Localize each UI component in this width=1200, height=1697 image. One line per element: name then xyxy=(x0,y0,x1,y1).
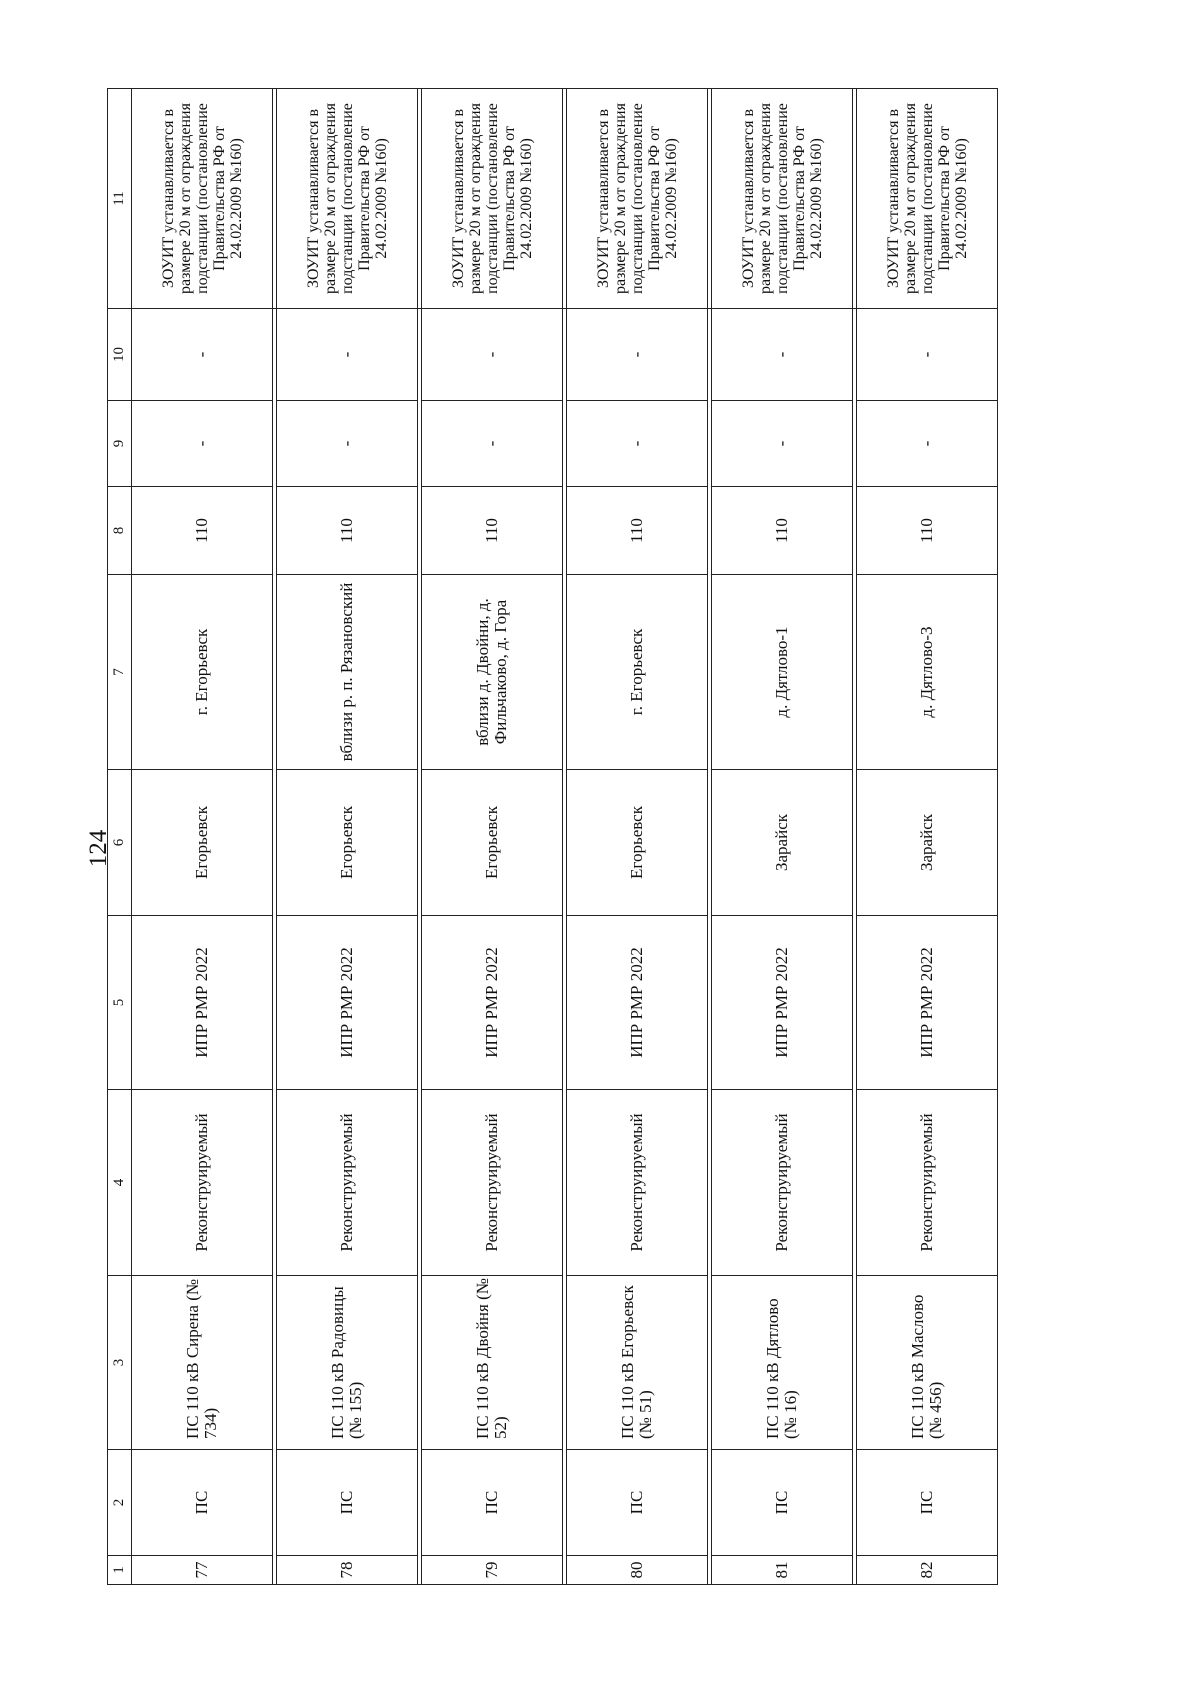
district: Егорьевск xyxy=(567,770,708,916)
source-document: ИПР РМР 2022 xyxy=(277,916,418,1090)
district: Егорьевск xyxy=(422,770,563,916)
col-9-value: - xyxy=(567,401,708,487)
col-10-value: - xyxy=(857,309,998,401)
zone-note: ЗОУИТ устанавливается в размере 20 м от ограждения подстанции (постановление Правительства РФ от 24.02.2009 №160) xyxy=(567,89,708,309)
object-status: Реконструируемый xyxy=(132,1090,273,1276)
object-status: Реконструируемый xyxy=(712,1090,853,1276)
column-numbers-row xyxy=(108,89,132,1585)
col-9-value: - xyxy=(712,401,853,487)
district: Егорьевск xyxy=(132,770,273,916)
col-10-value: - xyxy=(712,309,853,401)
table-row xyxy=(277,89,418,1585)
zone-note: ЗОУИТ устанавливается в размере 20 м от ограждения подстанции (постановление Правительства РФ от 24.02.2009 №160) xyxy=(422,89,563,309)
col-10-value: - xyxy=(422,309,563,401)
col-9-value: - xyxy=(422,401,563,487)
object-name: ПС 110 кВ Двойня (№ 52) xyxy=(422,1276,563,1450)
location: г. Егорьевск xyxy=(132,575,273,770)
district: Зарайск xyxy=(857,770,998,916)
zone-note: ЗОУИТ устанавливается в размере 20 м от ограждения подстанции (постановление Правительства РФ от 24.02.2009 №160) xyxy=(712,89,853,309)
voltage: 110 xyxy=(712,487,853,575)
source-document: ИПР РМР 2022 xyxy=(422,916,563,1090)
table-row xyxy=(132,89,273,1585)
table-row xyxy=(857,89,998,1585)
object-type: ПС xyxy=(712,1450,853,1556)
object-name: ПС 110 кВ Егорьевск (№ 51) xyxy=(567,1276,708,1450)
district: Зарайск xyxy=(712,770,853,916)
column-number: 10 xyxy=(108,309,132,401)
source-document: ИПР РМР 2022 xyxy=(857,916,998,1090)
district: Егорьевск xyxy=(277,770,418,916)
zone-note: ЗОУИТ устанавливается в размере 20 м от ограждения подстанции (постановление Правительства РФ от 24.02.2009 №160) xyxy=(277,89,418,309)
object-type: ПС xyxy=(422,1450,563,1556)
zone-note: ЗОУИТ устанавливается в размере 20 м от ограждения подстанции (постановление Правительства РФ от 24.02.2009 №160) xyxy=(857,89,998,309)
object-status: Реконструируемый xyxy=(422,1090,563,1276)
voltage: 110 xyxy=(132,487,273,575)
column-number: 9 xyxy=(108,401,132,487)
voltage: 110 xyxy=(422,487,563,575)
table-row xyxy=(422,89,563,1585)
col-10-value: - xyxy=(277,309,418,401)
column-number: 11 xyxy=(108,89,132,309)
col-9-value: - xyxy=(857,401,998,487)
object-name: ПС 110 кВ Маслово (№ 456) xyxy=(857,1276,998,1450)
column-number: 4 xyxy=(108,1090,132,1276)
row-number: 78 xyxy=(277,1556,418,1585)
column-number: 1 xyxy=(108,1556,132,1585)
object-type: ПС xyxy=(277,1450,418,1556)
voltage: 110 xyxy=(277,487,418,575)
column-number: 2 xyxy=(108,1450,132,1556)
col-10-value: - xyxy=(567,309,708,401)
object-name: ПС 110 кВ Дятлово (№ 16) xyxy=(712,1276,853,1450)
column-number: 7 xyxy=(108,575,132,770)
row-number: 82 xyxy=(857,1556,998,1585)
table-row xyxy=(712,89,853,1585)
objects-table xyxy=(107,88,998,1585)
location: д. Дятлово-1 xyxy=(712,575,853,770)
column-number: 3 xyxy=(108,1276,132,1450)
object-name: ПС 110 кВ Радовицы (№ 155) xyxy=(277,1276,418,1450)
location: вблизи р. п. Рязановский xyxy=(277,575,418,770)
row-number: 81 xyxy=(712,1556,853,1585)
location: вблизи д. Двойни, д. Фильчаково, д. Гора xyxy=(422,575,563,770)
object-type: ПС xyxy=(132,1450,273,1556)
row-number: 77 xyxy=(132,1556,273,1585)
object-status: Реконструируемый xyxy=(567,1090,708,1276)
row-number: 79 xyxy=(422,1556,563,1585)
object-name: ПС 110 кВ Сирена (№ 734) xyxy=(132,1276,273,1450)
col-10-value: - xyxy=(132,309,273,401)
zone-note: ЗОУИТ устанавливается в размере 20 м от ограждения подстанции (постановление Правительства РФ от 24.02.2009 №160) xyxy=(132,89,273,309)
column-number: 5 xyxy=(108,916,132,1090)
object-status: Реконструируемый xyxy=(277,1090,418,1276)
source-document: ИПР РМР 2022 xyxy=(567,916,708,1090)
row-number: 80 xyxy=(567,1556,708,1585)
source-document: ИПР РМР 2022 xyxy=(132,916,273,1090)
object-type: ПС xyxy=(567,1450,708,1556)
object-status: Реконструируемый xyxy=(857,1090,998,1276)
voltage: 110 xyxy=(857,487,998,575)
location: г. Егорьевск xyxy=(567,575,708,770)
page-number: 124 xyxy=(85,829,112,868)
location: д. Дятлово-3 xyxy=(857,575,998,770)
object-type: ПС xyxy=(857,1450,998,1556)
source-document: ИПР РМР 2022 xyxy=(712,916,853,1090)
table-row xyxy=(567,89,708,1585)
voltage: 110 xyxy=(567,487,708,575)
column-number: 6 xyxy=(108,770,132,916)
col-9-value: - xyxy=(277,401,418,487)
col-9-value: - xyxy=(132,401,273,487)
column-number: 8 xyxy=(108,487,132,575)
